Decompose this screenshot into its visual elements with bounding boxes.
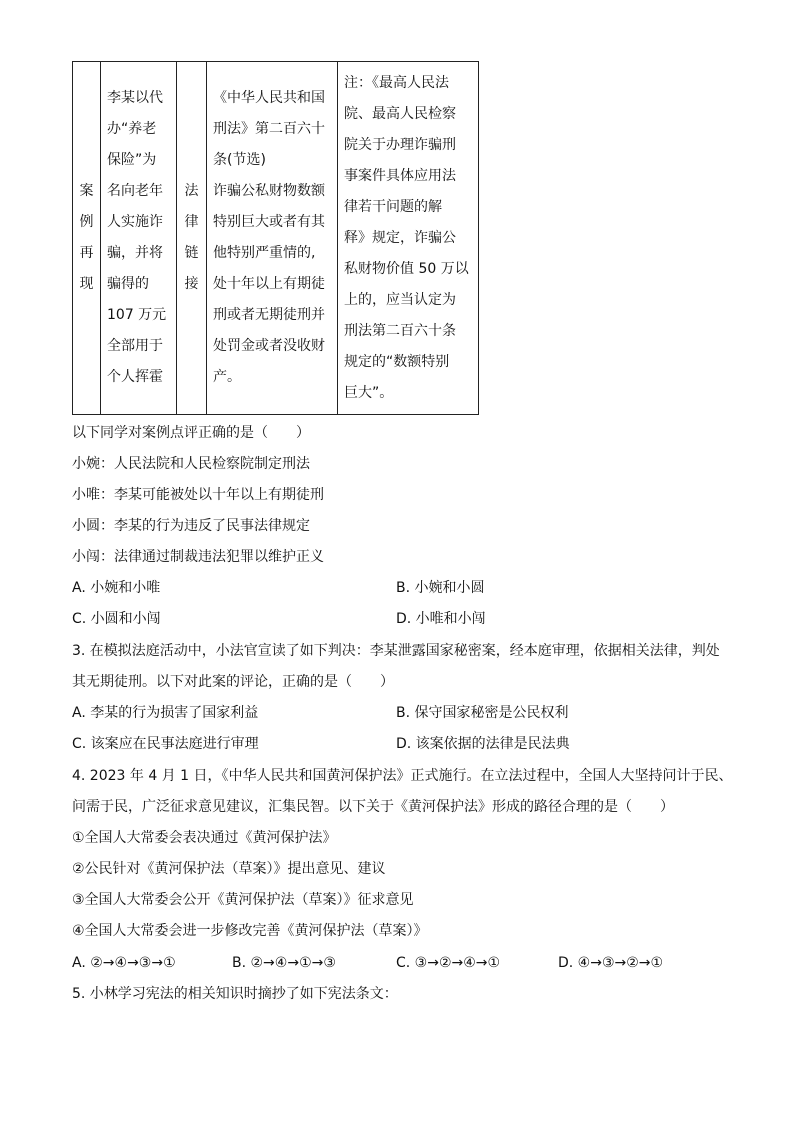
q4-option-d[interactable]: D. ④→③→②→① [558,955,664,971]
q2-statement: 小闯：法律通过制裁违法犯罪以维护正义 [72,549,324,565]
q4-item: ③全国人大常委会公开《黄河保护法（草案）》征求意见 [72,892,414,908]
q4-stem-line1: 4. 2023 年 4 月 1 日，《中华人民共和国黄河保护法》正式施行。在立法过程中，全国人大坚持问计于民、 [72,768,733,784]
case-reproduction-label: 案 例 再 现 [73,62,101,415]
law-text: 《中华人民共和国 刑法》第二百六十 条(节选) 诈骗公私财物数额 特别巨大或者有其 他特别严重情的, 处十年以上有期徒 刑或者无期徒刑并 处罚金或者没收财 产。 [207,62,338,415]
law-link-label: 法 律 链 接 [177,62,207,415]
q3-option-d[interactable]: D. 该案依据的法律是民法典 [396,736,570,752]
case-table [72,61,479,415]
q4-option-c[interactable]: C. ③→②→④→① [396,955,501,971]
q4-item: ①全国人大常委会表决通过《黄河保护法》 [72,830,337,846]
q2-option-b[interactable]: B. 小婉和小圆 [396,580,485,596]
q5-stem: 5. 小林学习宪法的相关知识时摘抄了如下宪法条文： [72,986,398,1002]
q2-statement: 小唯：李某可能被处以十年以上有期徒刑 [72,487,324,503]
q2-option-c[interactable]: C. 小圆和小闯 [72,611,161,627]
q3-option-b[interactable]: B. 保守国家秘密是公民权利 [396,705,569,721]
q3-option-c[interactable]: C. 该案应在民事法庭进行审理 [72,736,259,752]
q2-option-a[interactable]: A. 小婉和小唯 [72,580,161,596]
q4-stem-line2: 问需于民，广泛征求意见建议，汇集民智。以下关于《黄河保护法》形成的路径合理的是（ ） [72,799,674,815]
q2-statement: 小婉：人民法院和人民检察院制定刑法 [72,456,310,472]
q4-item: ②公民针对《黄河保护法（草案）》提出意见、建议 [72,861,386,877]
q2-stem: 以下同学对案例点评正确的是（ ） [72,425,310,441]
q2-statement: 小圆：李某的行为违反了民事法律规定 [72,518,310,534]
q4-option-a[interactable]: A. ②→④→③→① [72,955,176,971]
q3-stem-line2: 其无期徒刑。以下对此案的评论，正确的是（ ） [72,674,394,690]
q3-option-a[interactable]: A. 李某的行为损害了国家利益 [72,705,259,721]
q4-option-b[interactable]: B. ②→④→①→③ [232,955,336,971]
note-text: 注：《最高人民法 院、最高人民检察 院关于办理诈骗刑 事案件具体应用法 律若干问题的解 释》规定，诈骗公 私财物价值 50 万以 上的，应当认定为 刑法第二百六十条 规定的“数额特别 巨大”。 [338,62,479,415]
q3-stem-line1: 3. 在模拟法庭活动中，小法官宣读了如下判决：李某泄露国家秘密案，经本庭审理，依据相关法律，判处 [72,643,720,659]
q2-option-d[interactable]: D. 小唯和小闯 [396,611,486,627]
case-text: 李某以代 办“养老 保险”为 名向老年 人实施诈 骗，并将 骗得的 107 万元 全部用于 个人挥霍 [101,62,177,415]
q4-item: ④全国人大常委会进一步修改完善《黄河保护法（草案）》 [72,923,428,939]
